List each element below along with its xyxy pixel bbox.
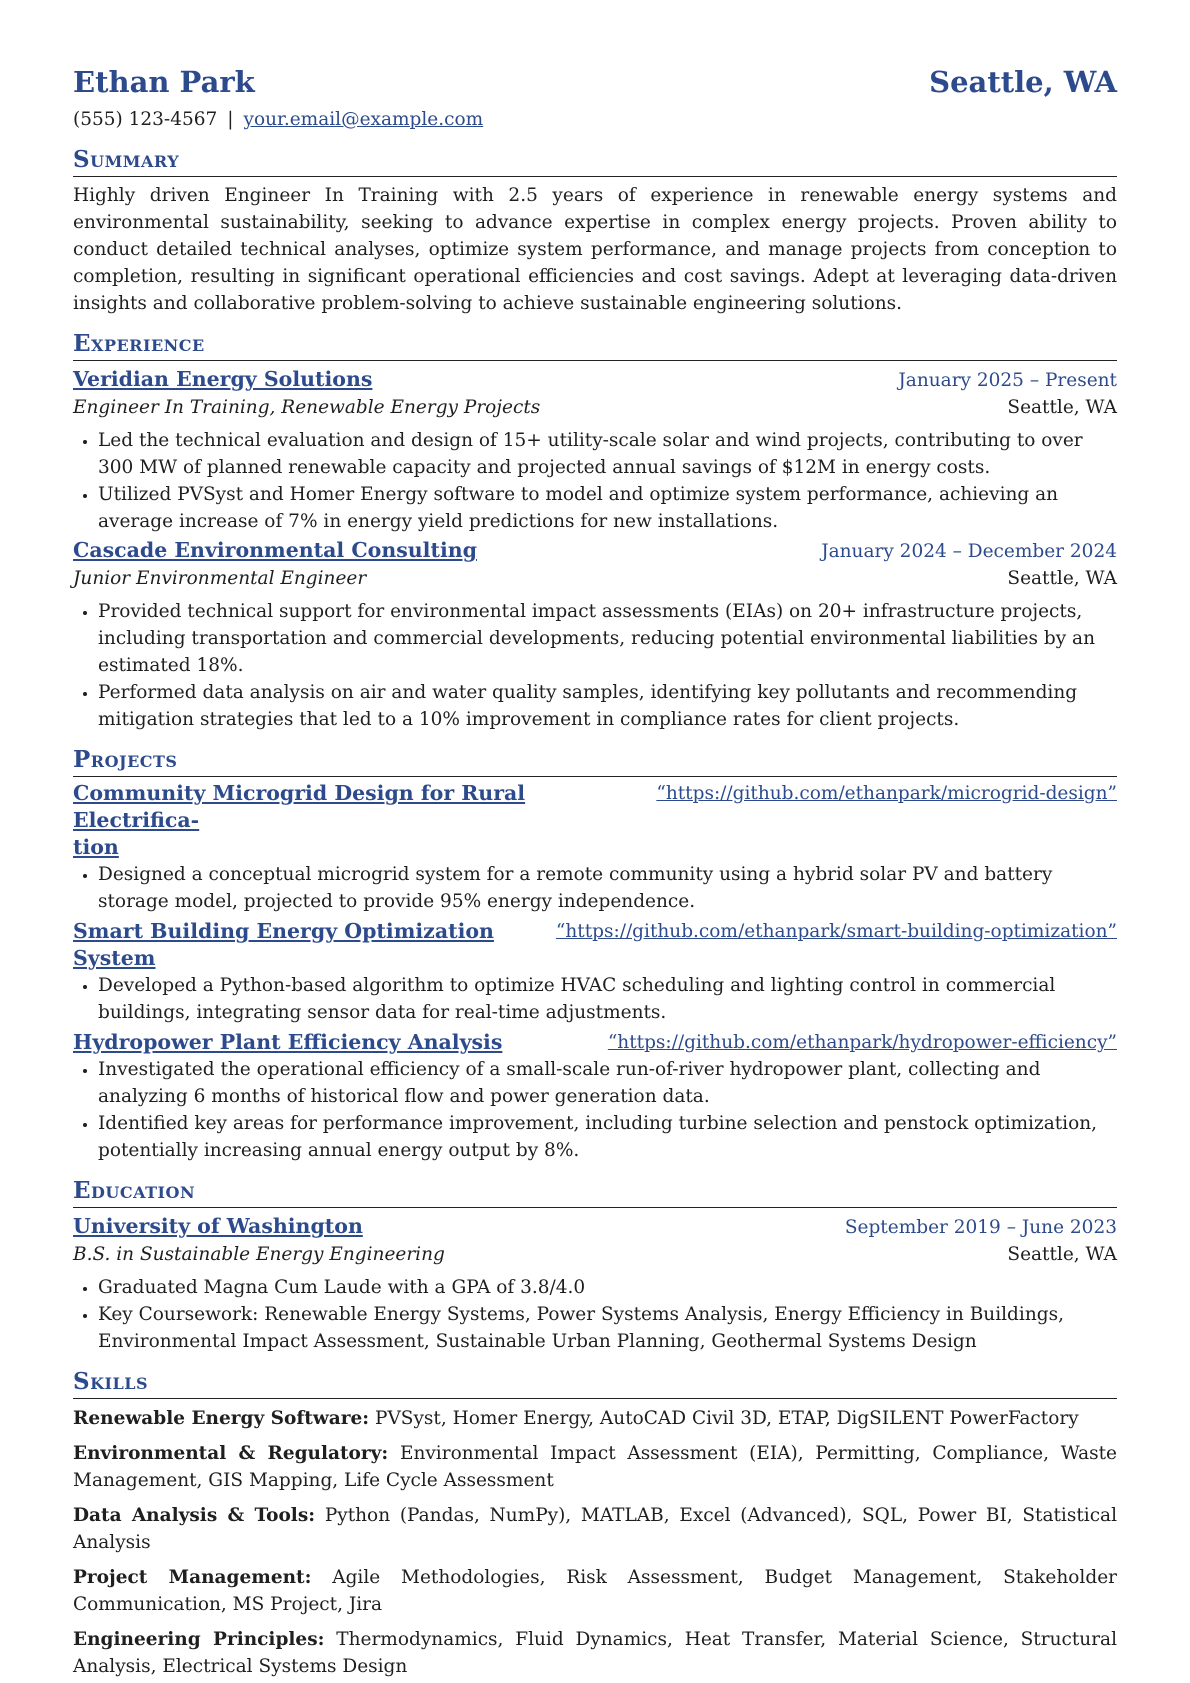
candidate-location: Seattle, WA [929, 65, 1117, 99]
skill-category: Environmental & Regulatory: [73, 1443, 389, 1464]
phone-number: (555) 123-4567 [73, 109, 218, 130]
project-repo-link[interactable]: “https://github.com/ethanpark/smart-building-optimization” [555, 921, 1117, 942]
bullet-item: • Designed a conceptual microgrid system for a remote community using a hybrid solar PV and battery storage model, projected to provide 95% energy independence. [98, 861, 1117, 915]
skill-row [73, 1564, 1117, 1618]
project-bullets [73, 861, 1117, 915]
section-title-projects: Projects [73, 745, 1117, 777]
skill-values: Thermodynamics, Fluid Dynamics, Heat Transfer, Material Science, Structural Analysis, Electrical Systems Design [73, 1629, 1118, 1677]
skill-row [73, 1502, 1117, 1556]
education-bullets [73, 1274, 1117, 1355]
skills-list [73, 1405, 1117, 1680]
section-title-education: Education [73, 1176, 1117, 1208]
project-header-row [73, 918, 1117, 972]
project-title-link[interactable]: Smart Building Energy Optimization System [73, 919, 494, 970]
project-header-row [73, 780, 1117, 861]
company-link[interactable]: Cascade Environmental Consulting [73, 538, 477, 562]
summary-text: Highly driven Engineer In Training with 2.5 years of experience in renewable energy systems and environmental sustainability, seeking to advance expertise in complex energy projects. Proven ability to conduct detailed technical analyses, optimize system performance, and manage projects from conception to completion, resulting in significant operational efficiencies and cost savings. Adept at leveraging data-driven insights and collaborative problem-solving to achieve sustainable engineering solutions. [73, 185, 1117, 314]
bullet-item: • Utilized PVSyst and Homer Energy software to model and optimize system performance, achieving an average increase of 7% in energy yield predictions for new installations. [98, 481, 1117, 535]
header [73, 62, 1117, 102]
job-location: Seattle, WA [1007, 568, 1117, 589]
company-link[interactable]: Veridian Energy Solutions [73, 367, 373, 391]
skill-values: PVSyst, Homer Energy, AutoCAD Civil 3D, ETAP, DigSILENT PowerFactory [375, 1408, 1079, 1429]
experience-role-row [73, 565, 1117, 592]
school-link[interactable]: University of Washington [73, 1214, 363, 1238]
contact-line [73, 106, 1117, 133]
skill-row [73, 1626, 1117, 1680]
project-repo-link[interactable]: “https://github.com/ethanpark/hydropower-efficiency” [607, 1032, 1117, 1053]
project-title-line: Community Microgrid Design for Rural Electrifica- [73, 781, 526, 832]
candidate-name: Ethan Park [73, 65, 255, 99]
bullet-item: • Graduated Magna Cum Laude with a GPA of 3.8/4.0 [98, 1274, 1117, 1301]
project-title-link[interactable] [73, 780, 656, 861]
job-title: Engineer In Training, Renewable Energy Projects [73, 397, 541, 418]
skill-category: Engineering Principles: [73, 1629, 325, 1650]
skill-row [73, 1440, 1117, 1494]
job-title: Junior Environmental Engineer [73, 568, 367, 589]
education-header-row [73, 1213, 1117, 1241]
section-title-experience: Experience [73, 329, 1117, 361]
project-bullets [73, 1056, 1117, 1164]
experience-role-row [73, 394, 1117, 421]
email-link[interactable]: your.email@example.com [243, 109, 484, 130]
section-title-summary: Summary [73, 145, 1117, 177]
experience-bullets [73, 598, 1117, 733]
experience-dates: January 2025 – Present [898, 370, 1117, 391]
bullet-item: • Identified key areas for performance improvement, including turbine selection and penstock optimization, potentially increasing annual energy output by 8%. [98, 1110, 1117, 1164]
skill-category: Data Analysis & Tools: [73, 1505, 316, 1526]
school-location: Seattle, WA [1007, 1244, 1117, 1265]
education-degree-row [73, 1241, 1117, 1268]
experience-header-row [73, 366, 1117, 394]
project-bullets [73, 972, 1117, 1026]
experience-entry [73, 537, 1117, 733]
degree-title: B.S. in Sustainable Energy Engineering [73, 1244, 445, 1265]
experience-bullets [73, 427, 1117, 535]
bullet-item: • Key Coursework: Renewable Energy Systems, Power Systems Analysis, Energy Efficiency in Buildings, Environmental Impact Assessment, Sustainable Urban Planning, Geothermal Systems Design [98, 1301, 1117, 1355]
job-location: Seattle, WA [1007, 397, 1117, 418]
skill-values: Python (Pandas, NumPy), MATLAB, Excel (Advanced), SQL, Power BI, Statistical Analysis [73, 1505, 1118, 1553]
bullet-item: • Developed a Python-based algorithm to optimize HVAC scheduling and lighting control in commercial buildings, integrating sensor data for real-time adjustments. [98, 972, 1117, 1026]
bullet-item: • Investigated the operational efficiency of a small-scale run-of-river hydropower plant, collecting and analyzing 6 months of historical flow and power generation data. [98, 1056, 1117, 1110]
experience-header-row [73, 537, 1117, 565]
experience-entry [73, 366, 1117, 535]
skill-values: Agile Methodologies, Risk Assessment, Budget Management, Stakeholder Communication, MS Project, Jira [73, 1567, 1117, 1615]
skill-category: Renewable Energy Software: [73, 1408, 370, 1429]
project-header-row [73, 1029, 1117, 1056]
bullet-item: • Provided technical support for environmental impact assessments (EIAs) on 20+ infrastructure projects, including transportation and commercial developments, reducing potential environmental liabilities by an estimated 18%. [98, 598, 1117, 679]
project-title-line: tion [73, 835, 119, 859]
education-entry [73, 1213, 1117, 1355]
project-repo-link[interactable]: “https://github.com/ethanpark/microgrid-design” [656, 783, 1117, 804]
project-title-link[interactable]: Hydropower Plant Efficiency Analysis [73, 1030, 503, 1054]
skill-category: Project Management: [73, 1567, 312, 1588]
skill-row [73, 1405, 1117, 1432]
bullet-item: • Performed data analysis on air and water quality samples, identifying key pollutants and recommending mitigation strategies that led to a 10% improvement in compliance rates for client projects. [98, 679, 1117, 733]
section-title-skills: Skills [73, 1367, 1117, 1399]
skill-values: Environmental Impact Assessment (EIA), Permitting, Compliance, Waste Management, GIS Mapping, Life Cycle Assessment [73, 1443, 1118, 1491]
experience-dates: January 2024 – December 2024 [821, 541, 1117, 562]
education-dates: September 2019 – June 2023 [844, 1217, 1117, 1238]
contact-separator: | [227, 109, 234, 130]
bullet-item: • Led the technical evaluation and design of 15+ utility-scale solar and wind projects, contributing to over 300 MW of planned renewable capacity and projected annual savings of $12M in energy costs. [98, 427, 1117, 481]
